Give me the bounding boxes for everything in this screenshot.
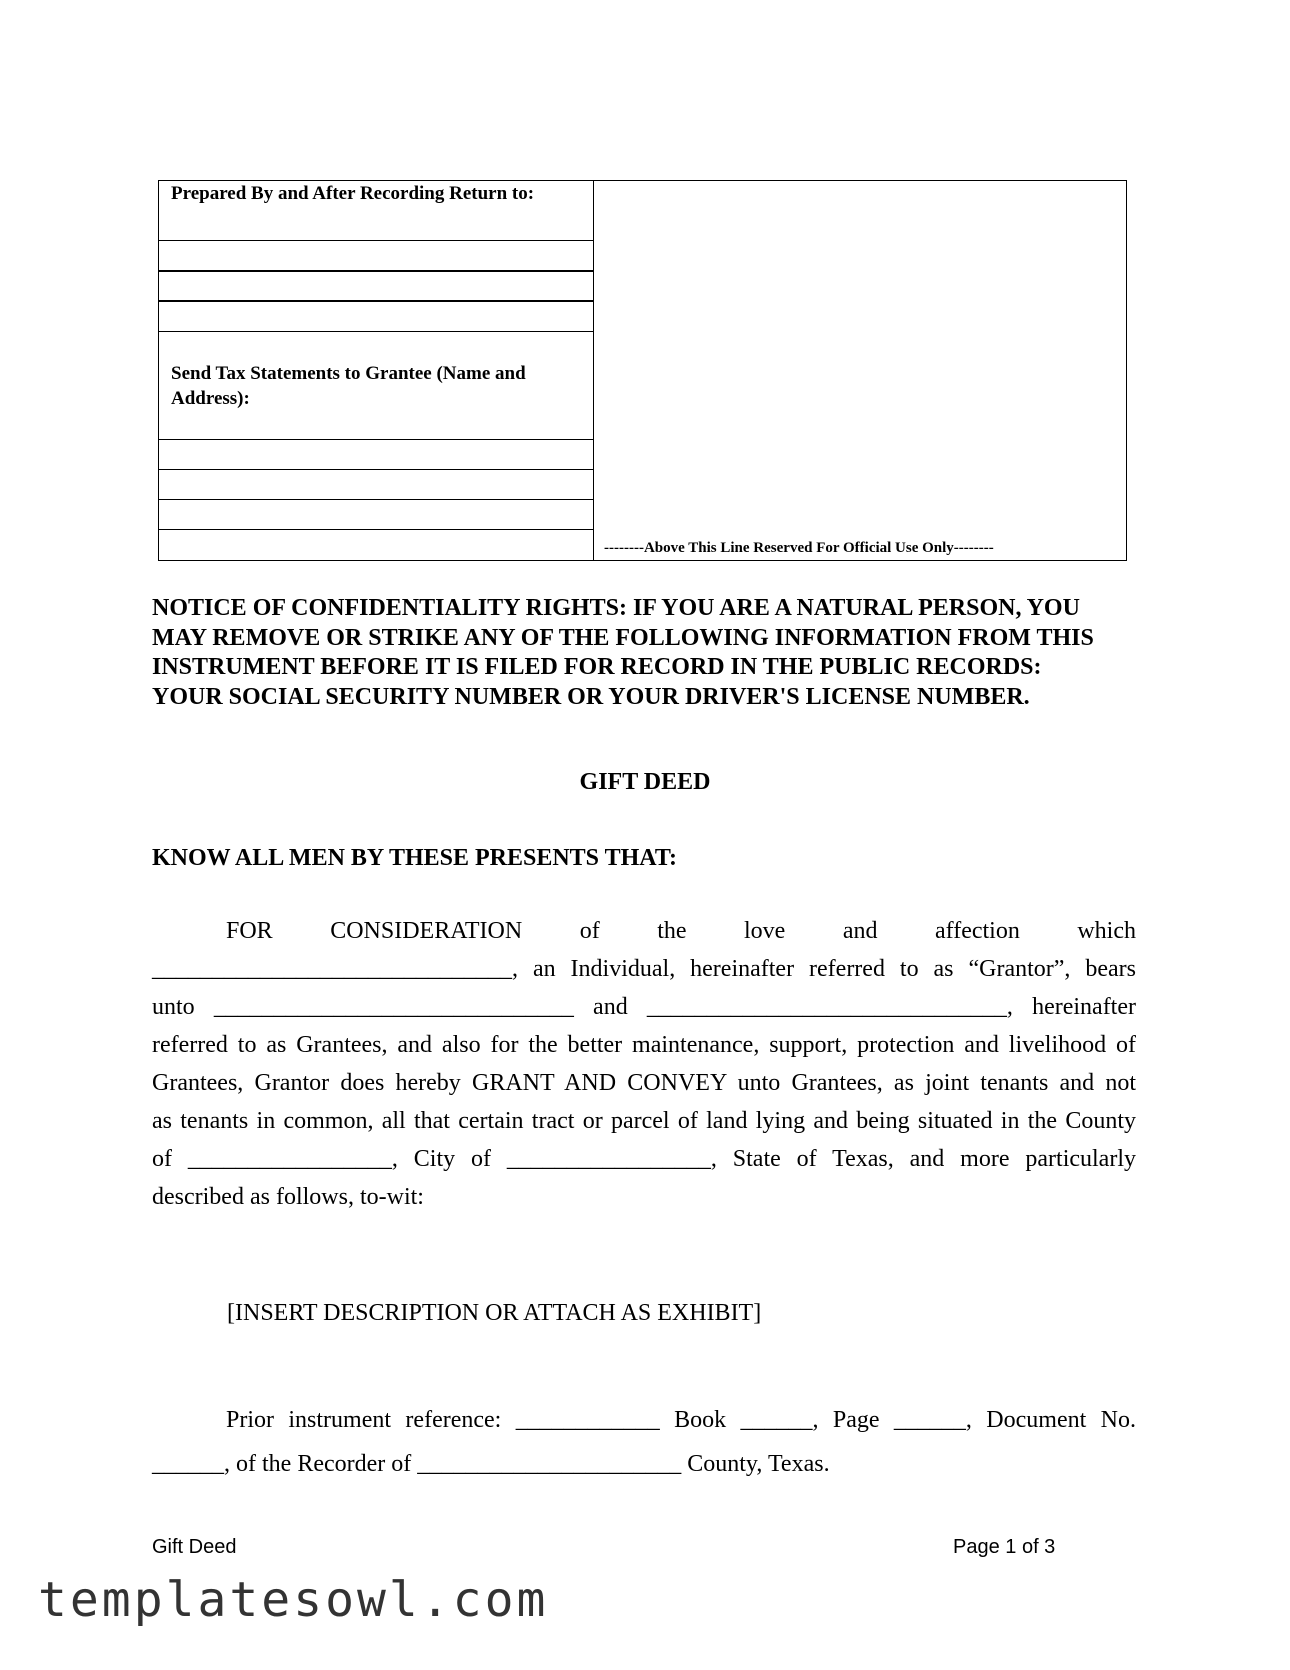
footer-page-number: Page 1 of 3 bbox=[953, 1536, 1056, 1558]
consideration-paragraph bbox=[152, 912, 1136, 1216]
prepared-by-line-4[interactable] bbox=[159, 331, 593, 332]
paragraph-line: as tenants in common, all that certain tract or parcel of land lying and being situated in the County bbox=[152, 1108, 1136, 1134]
watermark-logo: templatesowl.com bbox=[38, 1572, 549, 1628]
paragraph-line: ______, of the Recorder of ______________________ County, Texas. bbox=[152, 1451, 830, 1477]
prepared-by-line-3[interactable] bbox=[159, 300, 593, 302]
tax-statements-label bbox=[171, 361, 526, 411]
tax-statements-label-line2: Address): bbox=[171, 388, 250, 409]
paragraph-line: of _________________, City of _________________, State of Texas, and more particularly bbox=[152, 1146, 1136, 1172]
confidentiality-notice: NOTICE OF CONFIDENTIALITY RIGHTS: IF YOU ARE A NATURAL PERSON, YOU MAY REMOVE OR STRIKE ANY OF THE FOLLOWING INFORMATION FROM THIS INSTRUMENT BEFORE IT IS FILED FOR RECORD IN THE PUBLIC RECORDS: YOUR SOCIAL SECURITY NUMBER OR YOUR DRIVER'S LICENSE NUMBER. bbox=[152, 595, 1094, 710]
prepared-by-line-1[interactable] bbox=[159, 240, 593, 241]
footer-document-name: Gift Deed bbox=[152, 1536, 237, 1558]
prepared-by-label: Prepared By and After Recording Return to: bbox=[171, 183, 535, 204]
paragraph-line: Grantees, Grantor does hereby GRANT AND CONVEY unto Grantees, as joint tenants and not bbox=[152, 1070, 1136, 1096]
grantee-address-line-2[interactable] bbox=[159, 469, 593, 470]
prepared-by-line-2[interactable] bbox=[159, 270, 593, 272]
grantee-address-line-4[interactable] bbox=[159, 529, 593, 530]
paragraph-line: Prior instrument reference: ____________ Book ______, Page ______, Document No. bbox=[226, 1407, 1136, 1433]
insert-description-placeholder: [INSERT DESCRIPTION OR ATTACH AS EXHIBIT] bbox=[227, 1300, 762, 1326]
official-use-notice: --------Above This Line Reserved For Official Use Only-------- bbox=[604, 540, 994, 556]
grantee-address-line-1[interactable] bbox=[159, 439, 593, 440]
paragraph-line: unto ______________________________ and ______________________________, hereinafter bbox=[152, 994, 1136, 1020]
document-title: GIFT DEED bbox=[579, 769, 711, 795]
intro-heading: KNOW ALL MEN BY THESE PRESENTS THAT: bbox=[152, 845, 678, 871]
paragraph-line: described as follows, to-wit: bbox=[152, 1184, 424, 1210]
recording-info-column bbox=[159, 181, 594, 560]
prior-instrument-paragraph bbox=[152, 1398, 1136, 1486]
tax-statements-label-line1: Send Tax Statements to Grantee (Name and bbox=[171, 363, 526, 384]
grantee-address-line-3[interactable] bbox=[159, 499, 593, 500]
paragraph-line: referred to as Grantees, and also for the better maintenance, support, protection and livelihood of bbox=[152, 1032, 1136, 1058]
paragraph-line: ______________________________, an Individual, hereinafter referred to as “Grantor”, bears bbox=[152, 956, 1136, 982]
paragraph-line: FOR CONSIDERATION of the love and affection which bbox=[226, 918, 1136, 944]
recording-header-box bbox=[158, 180, 1127, 561]
